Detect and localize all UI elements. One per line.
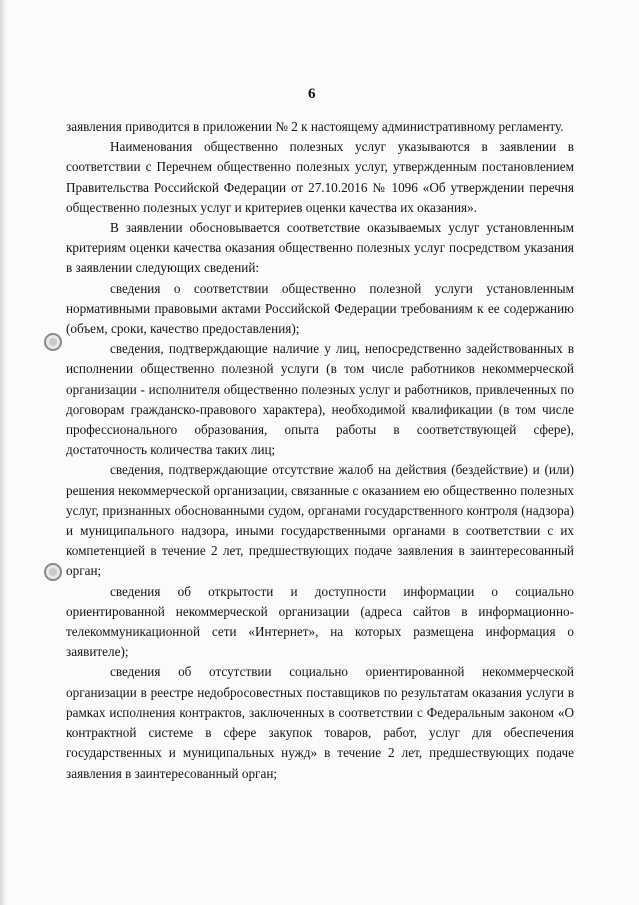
paragraph: сведения, подтверждающие наличие у лиц, непосредственно задействованных в исполнении общественно полезной услуги (в том числе работников некоммерческой организации - исполнителя общественно полезных услуг и работников, привлеченных по договорам гражданско-правового характера), необходимой квалификации (в том числе профессионального образования, опыта работы в соответствующей сфере), достаточность количества таких лиц;: [66, 341, 574, 458]
page-number: 6: [308, 86, 316, 102]
paragraph: сведения об отсутствии социально ориентированной некоммерческой организации в реестре недобросовестных поставщиков по результатам оказания услуги в рамках исполнения контрактов, заключенных в соответствии с Федеральным законом «О контрактной системе в сфере закупок товаров, работ, услуг для обеспечения государственных и муниципальных нужд» в течение 2 лет, предшествующих подаче заявления в заинтересованный орган;: [66, 664, 574, 781]
paragraph: Наименования общественно полезных услуг указываются в заявлении в соответствии с Перечнем общественно полезных услуг, утвержденным постановлением Правительства Российской Федерации от 27.10.2016 № 1096 «Об утверждении перечня общественно полезных услуг и критериев оценки качества их оказания».: [66, 139, 574, 215]
scan-edge-shadow: [0, 0, 8, 905]
punch-hole-icon: [44, 333, 62, 351]
paragraph: сведения о соответствии общественно полезной услуги установленным нормативными правовыми актами Российской Федерации требованиям к ее содержанию (объем, сроки, качество предоставления);: [66, 280, 574, 337]
punch-hole-icon: [44, 563, 62, 581]
paragraph: сведения, подтверждающие отсутствие жалоб на действия (бездействие) и (или) решения некоммерческой организации, связанные с оказанием ею общественно полезных услуг, признанных обоснованными судом, органами государственного контроля (надзора) и муниципального надзора, иными государственными органами в соответствии с их компетенцией в течение 2 лет, предшествующих подаче заявления в заинтересованный орган;: [66, 462, 574, 579]
document-body: [66, 117, 574, 784]
paragraph: сведения об открытости и доступности информации о социально ориентированной некоммерческой организации (адреса сайтов в информационно-телекоммуникационной сети «Интернет», на которых размещена информация о заявителе);: [66, 583, 574, 660]
paragraph: заявления приводится в приложении № 2 к настоящему административному регламенту.: [66, 119, 564, 134]
paragraph: В заявлении обосновывается соответствие оказываемых услуг установленным критериям оценки качества оказания общественно полезных услуг посредством указания в заявлении следующих сведений:: [66, 220, 574, 276]
